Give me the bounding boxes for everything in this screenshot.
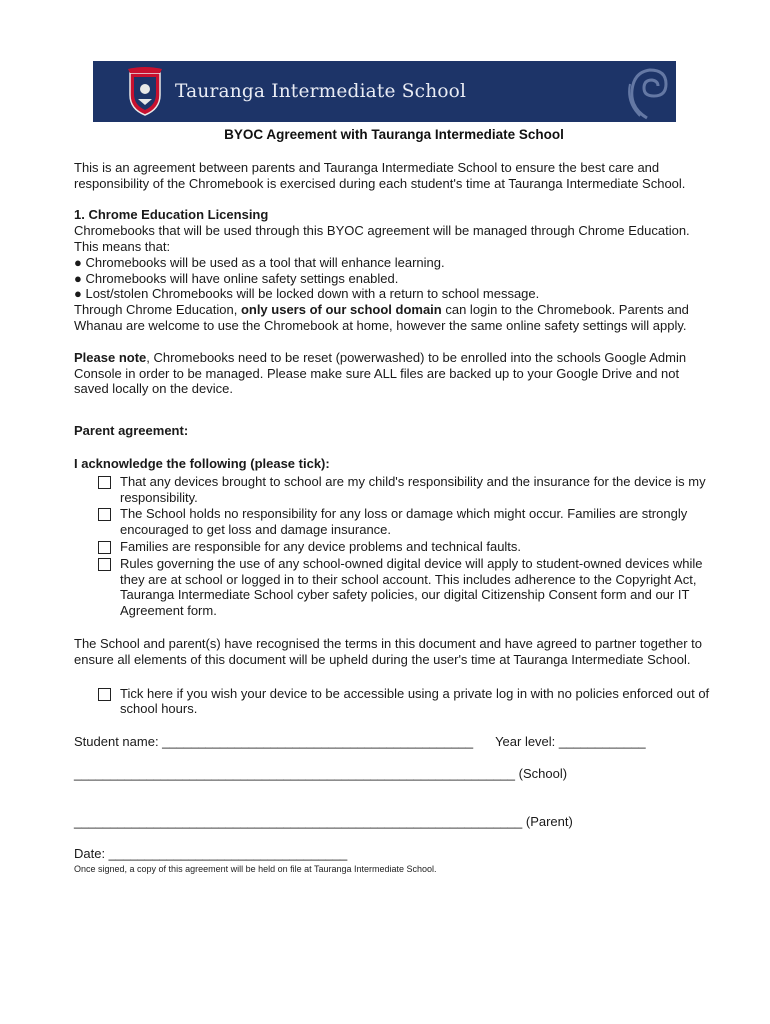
- document-title: BYOC Agreement with Tauranga Intermediate School: [224, 127, 564, 142]
- date-field[interactable]: Date: _________________________________: [74, 845, 348, 861]
- student-name-field[interactable]: Student name: ___________________________________________: [74, 734, 474, 750]
- signature-fields: [74, 734, 714, 875]
- list-item: ● Chromebooks will be used as a tool that will enhance learning.: [74, 254, 445, 270]
- please-note-paragraph: Please note, Chromebooks need to be reset (powerwashed) to be enrolled into the schools Google Admin Console in order to be managed. Please make sure ALL files are backed up to your Google Drive and not saved locally on the device.: [74, 349, 687, 397]
- agreement-document: [74, 127, 714, 875]
- checkbox[interactable]: [98, 541, 111, 554]
- year-level-field[interactable]: Year level: ____________: [495, 734, 646, 750]
- domain-emphasis: only users of our school domain: [240, 302, 442, 318]
- list-item: ● Chromebooks will have online safety settings enabled.: [74, 270, 399, 286]
- recognition-paragraph: The School and parent(s) have recognised the terms in this document and have agreed to partner together to ensure all elements of this document will be upheld during the user's time at Tauranga Intermediate School.: [74, 635, 702, 667]
- private-login-option: [98, 686, 714, 718]
- school-crest-icon: [125, 67, 165, 117]
- acknowledge-checklist: [98, 474, 714, 619]
- private-login-checkbox[interactable]: [98, 688, 111, 701]
- checkbox[interactable]: [98, 558, 111, 571]
- checklist-item: The School holds no responsibility for any loss or damage which might occur. Families are strongly encouraged to get loss and damage insurance.: [98, 506, 714, 538]
- school-name: Tauranga Intermediate School: [175, 81, 467, 102]
- checklist-item: That any devices brought to school are my child's responsibility and the insurance for the device is my responsibility.: [98, 474, 714, 506]
- student-row: [74, 734, 714, 750]
- intro-paragraph: This is an agreement between parents and Tauranga Intermediate School to ensure the best care and responsibility of the Chromebook is exercised during each student's time at Tauranga Intermediate School.: [74, 159, 686, 191]
- licensing-body: Chromebooks that will be used through this BYOC agreement will be managed through Chrome Education. This means that:: [74, 223, 690, 254]
- licensing-bullets: [74, 255, 714, 302]
- school-signature-field[interactable]: _____________________________________________________________ (School): [74, 765, 568, 781]
- section-heading-licensing: 1. Chrome Education Licensing: [74, 207, 269, 223]
- parent-agreement-heading: Parent agreement:: [74, 423, 189, 439]
- checklist-item: Families are responsible for any device problems and technical faults.: [98, 539, 714, 555]
- footer-note: Once signed, a copy of this agreement will be held on file at Tauranga Intermediate School.: [74, 864, 437, 875]
- checklist-item: Rules governing the use of any school-owned digital device will apply to student-owned devices while they are at school or logged in to their school account. This includes adherence to the Copyright Act, Tauranga Intermediate School cyber safety policies, our digital Citizenship Consent form and our IT Agreement form.: [98, 556, 714, 619]
- domain-paragraph: Through Chrome Education, only users of our school domain can login to the Chromebook. Parents and Whanau are welcome to use the Chromebook at home, however the same online safety settings will apply.: [74, 302, 689, 333]
- checkbox[interactable]: [98, 508, 111, 521]
- acknowledge-heading: I acknowledge the following (please tick):: [74, 455, 330, 471]
- koru-icon: [622, 64, 672, 120]
- checkbox[interactable]: [98, 476, 111, 489]
- list-item: ● Lost/stolen Chromebooks will be locked down with a return to school message.: [74, 286, 540, 302]
- checklist-item: Tick here if you wish your device to be accessible using a private log in with no policies enforced out of school hours.: [98, 686, 714, 718]
- school-banner: [93, 61, 676, 122]
- please-note-label: Please note: [74, 349, 147, 365]
- parent-signature-field[interactable]: ______________________________________________________________ (Parent): [74, 813, 573, 829]
